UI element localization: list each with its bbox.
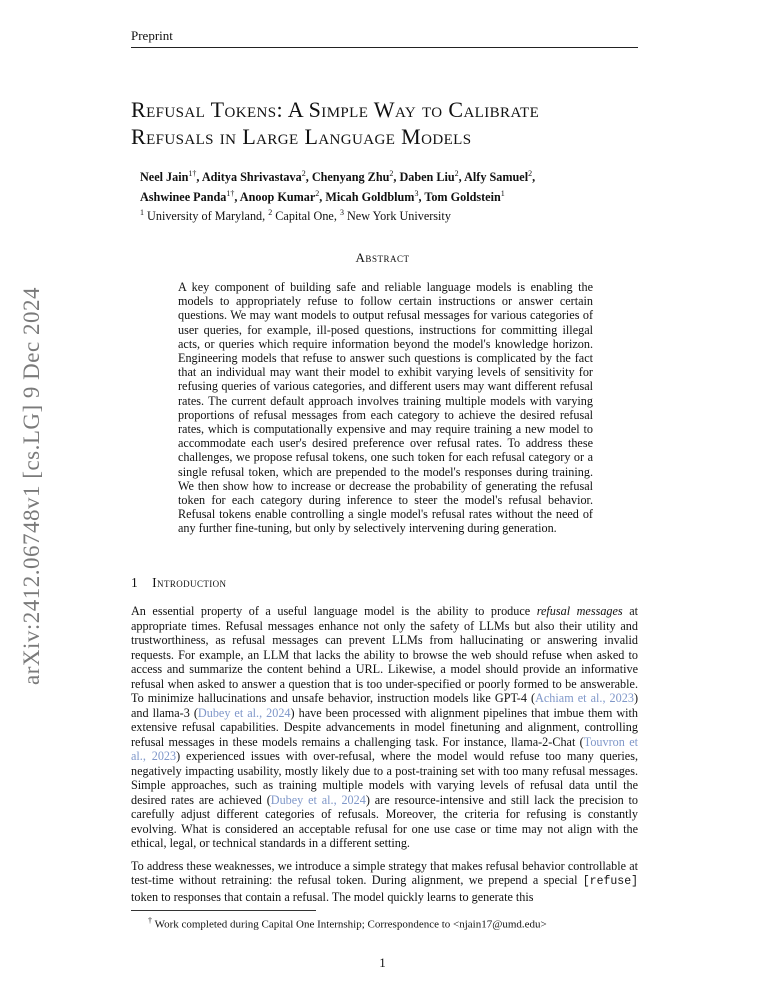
author-name: Neel Jain bbox=[140, 170, 189, 185]
author-affil-mark: 3 bbox=[414, 188, 419, 198]
author-affil-mark: 1† bbox=[226, 188, 235, 198]
text-run: An essential property of a useful language model is the ability to produce bbox=[131, 604, 537, 618]
footnote-text: Work completed during Capital One Internship; Correspondence to <njain17@umd.edu> bbox=[154, 918, 547, 931]
citation-link[interactable]: Achiam et al., 2023 bbox=[535, 691, 634, 705]
affil-name: Capital One bbox=[275, 209, 334, 224]
author-name: Daben Liu bbox=[399, 170, 455, 185]
section-title: Introduction bbox=[152, 575, 227, 590]
author-affil-mark: 1 bbox=[500, 188, 505, 198]
section-number: 1 bbox=[131, 575, 139, 590]
text-run: To address these weaknesses, we introduce a simple strategy that makes refusal behavior controllable at test-time without retraining: the refusal token. During alignment, we prepend a special bbox=[131, 858, 638, 887]
page-number: 1 bbox=[379, 955, 386, 970]
arxiv-stamp bbox=[0, 0, 60, 1000]
author-name: Micah Goldblum bbox=[325, 189, 415, 204]
footnote-divider bbox=[131, 910, 316, 911]
citation-link[interactable]: Touvron et al., 2023 bbox=[131, 734, 638, 763]
author-affil-mark: 1† bbox=[188, 169, 197, 178]
text-run: token to responses that contain a refusal. The model quickly learns to generate this bbox=[131, 889, 534, 904]
text-run: ) experienced issues with over-refusal, where the model would refuse too many queries, negatively impacting usability, mostly likely due to a post-training set with too many refusal messages. Simple approaches, such as training multiple models with varying levels of refusal data until the desired rates are achieved ( bbox=[131, 749, 638, 807]
text-run: at appropriate times. Refusal messages enhance not only the safety of LLMs but also their utility and trustworthiness, as refusal messages can prevent LLMs from hallucinating or answering invalid requests. For example, an LLM that lacks the ability to browse the web should refuse when asked to access and summarize the content behind a URL. Likewise, a model should provide an informative refusal when asked to answer a question that is too under-specified or poorly formed to be answerable. To minimize hallucinations and unsafe behavior, instruction models like GPT-4 ( bbox=[131, 604, 638, 705]
title-line-1: Refusal Tokens: A Simple Way to Calibrate bbox=[131, 97, 540, 122]
author-affil-mark: 2 bbox=[528, 169, 533, 178]
affil-mark: 2 bbox=[268, 208, 273, 218]
author-line-1: Neel Jain$^{1\dagger}$, Aditya Shrivastava$^2$, Chenyang Zhu$^2$, Daben Liu$^2$, Alfy Samuel$^2$, bbox=[140, 169, 536, 185]
affiliations: $^1$ University of Maryland, $^2$ Capital One, $^3$ New York University bbox=[140, 208, 451, 224]
citation-link[interactable]: Dubey et al., 2024 bbox=[197, 705, 291, 720]
author-line-2: Ashwinee Panda$^{1\dagger}$, Anoop Kumar$^2$, Micah Goldblum$^3$, Tom Goldstein$^1$ bbox=[140, 188, 505, 204]
abstract-body: A key component of building safe and reliable language models is enabling the models to appropriately refuse to follow certain instructions or answer certain questions. We may want models to output refusal messages for various categories of user queries, for example, ill-posed questions, instructions for committing illegal acts, or queries which require information beyond the model's knowledge horizon. Engineering models that refuse to answer such questions is complicated by the fact that an individual may want their model to exhibit varying levels of sensitivity for refusing queries of various categories, and different users may want different refusal rates. The current default approach involves training multiple models with varying proportions of refusal messages from each category to achieve the desired refusal rates, which is computationally expensive and may require training a new model to accommodate each user's desired preference over refusal rates. To address these challenges, we propose refusal tokens, one such token for each refusal category or a single refusal token, which are prepended to the model's responses during training. We then show how to increase or decrease the probability of generating the refusal token for each category during inference to steer the model's refusal behavior. Refusal tokens enable controlling a single model's refusal rates without the need of any further fine-tuning, but only by selectively intervening during generation. bbox=[178, 280, 593, 536]
refuse-token-code: [refuse] bbox=[582, 875, 638, 888]
arxiv-identifier[interactable]: arXiv:2412.06748v1 [cs.LG] 9 Dec 2024 bbox=[19, 287, 44, 685]
author-name: Tom Goldstein bbox=[424, 189, 501, 204]
footnote-mark: † bbox=[148, 916, 152, 925]
text-run: ) have been processed with alignment pipelines that imbue them with extensive refusal capabilities. Despite advancements in model finetuning and alignment, controlling refusal messages in these models remains a challenging task. For instance, llama-2-Chat ( bbox=[131, 705, 638, 749]
text-run: ) are resource-intensive and still lack the precision to carefully adjust different categories of refusals. Moreover, the criteria for refusing is constantly evolving. What is considered an acceptable refusal for one use case or time may not align with the ethical, legal, or technical standards in a different setting. bbox=[131, 792, 638, 850]
author-affil-mark: 2 bbox=[315, 188, 320, 198]
author-name: Anoop Kumar bbox=[239, 189, 316, 204]
citation-link[interactable]: Dubey et al., 2024 bbox=[270, 792, 366, 807]
abstract-heading: Abstract bbox=[355, 250, 410, 265]
affil-mark: 3 bbox=[339, 208, 344, 218]
emphasis: refusal messages bbox=[536, 604, 623, 618]
section-heading bbox=[131, 575, 226, 591]
intro-paragraph-2 bbox=[131, 859, 638, 905]
paper-title bbox=[131, 96, 651, 150]
intro-paragraph-1 bbox=[131, 604, 638, 851]
author-name: Alfy Samuel bbox=[464, 170, 529, 185]
affil-name: University of Maryland bbox=[147, 209, 263, 224]
footnote bbox=[148, 916, 628, 931]
author-affil-mark: 2 bbox=[454, 169, 459, 178]
running-header: Preprint bbox=[131, 28, 638, 48]
introduction-body bbox=[131, 604, 638, 912]
affil-name: New York University bbox=[346, 209, 451, 224]
author-name: Aditya Shrivastava bbox=[201, 170, 302, 185]
title-line-2: Refusals in Large Language Models bbox=[131, 124, 472, 149]
text-run: ) and llama-3 ( bbox=[131, 691, 638, 720]
author-name: Chenyang Zhu bbox=[311, 170, 390, 185]
author-block bbox=[140, 166, 610, 225]
author-name: Ashwinee Panda bbox=[140, 189, 227, 204]
affil-mark: 1 bbox=[140, 208, 144, 218]
author-affil-mark: 2 bbox=[389, 169, 394, 178]
author-affil-mark: 2 bbox=[301, 169, 306, 178]
